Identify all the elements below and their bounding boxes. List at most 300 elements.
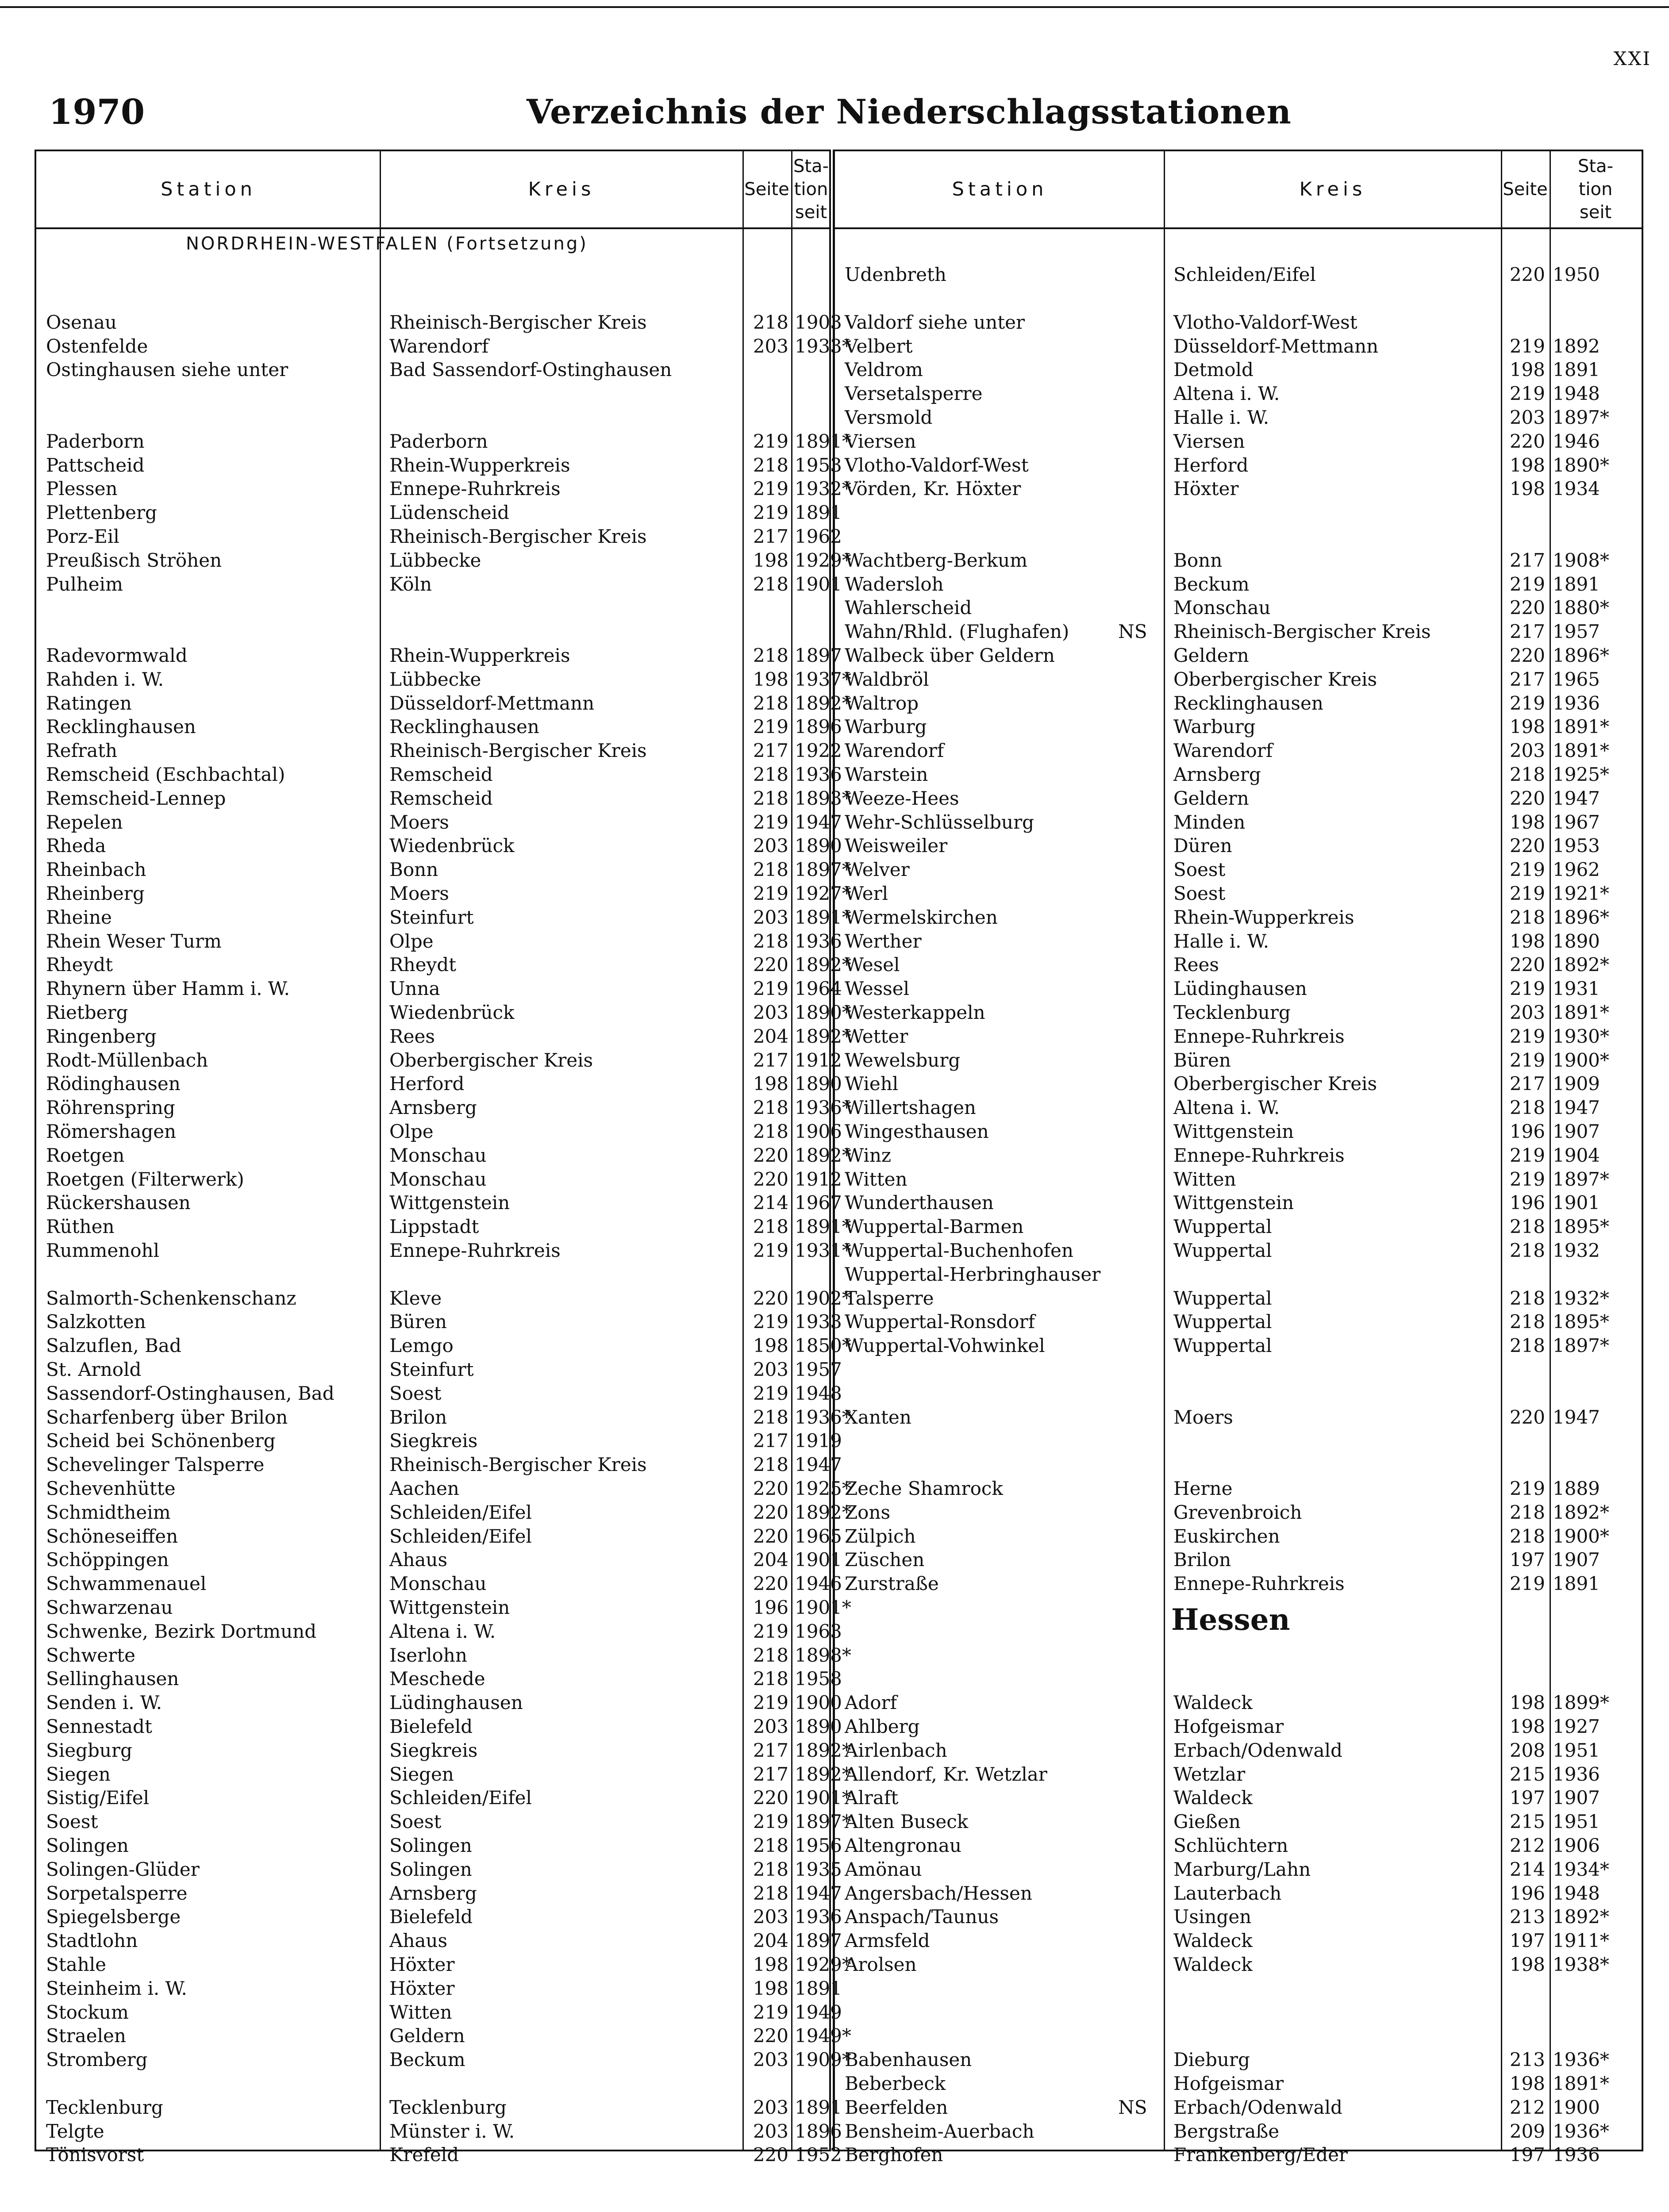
kreis-name: Soest (1173, 883, 1226, 904)
kreis-name: Wuppertal (1173, 1216, 1272, 1238)
station-name: Osenau (46, 311, 117, 333)
table-row (835, 620, 1642, 644)
since-year: 1890 (795, 835, 842, 857)
page-number-cell: 218 (1509, 1097, 1545, 1119)
since-year: 1936 (1553, 692, 1600, 714)
page-number-cell: 208 (1509, 1739, 1545, 1761)
table-row (835, 1477, 1642, 1501)
page-number-cell: 218 (753, 1858, 788, 1880)
table-row (835, 1001, 1642, 1025)
since-year: 1950 (1553, 264, 1600, 286)
since-year: 1934 (1553, 478, 1600, 500)
table-row (835, 787, 1642, 810)
since-year: 1889 (1553, 1478, 1600, 1499)
since-year: 1899* (1553, 1692, 1609, 1714)
page-number-cell: 214 (753, 1192, 788, 1214)
header-kreis: Kreis (1299, 178, 1366, 200)
since-year: 1936 (795, 1906, 842, 1928)
page-number-cell: 198 (1509, 1692, 1545, 1714)
station-name: Schwammenauel (46, 1573, 207, 1595)
kreis-name: Oberbergischer Kreis (389, 1049, 593, 1071)
since-year: 1962 (795, 526, 842, 547)
table-row (835, 929, 1642, 953)
page-number-cell: 220 (1509, 787, 1545, 809)
table-row (36, 1048, 842, 1072)
station-name: Rheine (46, 906, 112, 928)
table-row (36, 1858, 842, 1882)
since-year: 1925* (1553, 764, 1609, 785)
page-number-cell: 218 (753, 1216, 788, 1238)
page-number-cell: 220 (753, 2025, 788, 2047)
page-number-cell: 218 (1509, 1287, 1545, 1309)
page-number-cell: 198 (753, 1073, 788, 1095)
station-name: Scheid bei Schönenberg (46, 1430, 276, 1452)
kreis-name: Halle i. W. (1173, 407, 1269, 428)
kreis-name: Schlüchtern (1173, 1835, 1288, 1856)
table-row (835, 906, 1642, 929)
page-number-cell: 196 (1509, 1121, 1545, 1142)
station-name: Babenhausen (845, 2049, 972, 2071)
station-name: Zülpich (845, 1525, 916, 1547)
kreis-name: Herne (1173, 1478, 1233, 1499)
station-name: Radevormwald (46, 645, 188, 666)
since-year: 1921* (1553, 883, 1609, 904)
page-number-cell: 198 (753, 1977, 788, 1999)
station-name: Talsperre (845, 1287, 934, 1309)
since-year: 1892* (795, 692, 851, 714)
table-row (835, 358, 1642, 382)
page-number-cell: 218 (753, 1406, 788, 1428)
since-year: 1891* (795, 1216, 851, 1238)
kreis-name: Detmold (1173, 359, 1254, 381)
kreis-name: Hofgeismar (1173, 2073, 1284, 2094)
station-name: Willertshagen (845, 1097, 976, 1119)
table-row (36, 1477, 851, 1501)
page-number-cell: 197 (1509, 2144, 1545, 2166)
kreis-name: Lübbecke (389, 668, 481, 690)
page-number-cell: 219 (753, 1620, 788, 1642)
page-number-cell: 196 (1509, 1192, 1545, 1214)
section-label-hessen: Hessen (1171, 1602, 1290, 1637)
left-table-header (36, 151, 829, 229)
since-year: 1957 (795, 1359, 842, 1380)
table-row (36, 2048, 851, 2072)
since-year: 1892* (795, 954, 851, 976)
page-number-cell: 203 (753, 1002, 788, 1023)
kreis-name: Bielefeld (389, 1716, 473, 1737)
since-year: 1896* (1553, 645, 1609, 666)
table-row (835, 691, 1642, 715)
kreis-name: Ennepe-Ruhrkreis (389, 1240, 561, 1261)
station-name: Amönau (845, 1858, 922, 1880)
since-year: 1965 (1553, 668, 1600, 690)
table-row (36, 644, 842, 668)
since-year: 1891* (1553, 740, 1609, 762)
station-name: Züschen (845, 1549, 925, 1571)
station-name: Wesel (845, 954, 900, 976)
station-name: Werther (845, 930, 922, 952)
since-year: 1891* (1553, 716, 1609, 738)
kreis-name: Schleiden/Eifel (389, 1525, 532, 1547)
station-name: Pulheim (46, 573, 123, 595)
page-number-cell: 219 (753, 1311, 788, 1333)
since-year: 1927* (795, 883, 851, 904)
station-name: Stockum (46, 2001, 129, 2023)
kreis-name: Wuppertal (1173, 1311, 1272, 1333)
kreis-name: Usingen (1173, 1906, 1252, 1928)
kreis-name: Gießen (1173, 1811, 1241, 1833)
table-row (835, 739, 1642, 763)
page-number-cell: 213 (1509, 2049, 1545, 2071)
page-number-cell: 215 (1509, 1763, 1545, 1785)
kreis-name: Ennepe-Ruhrkreis (389, 478, 561, 500)
since-year: 1946 (795, 1573, 842, 1595)
table-row (835, 2072, 1642, 2096)
page-number-cell: 204 (753, 1549, 788, 1571)
since-year: 1919 (795, 1430, 842, 1452)
since-year: 1901* (795, 1597, 851, 1618)
kreis-name: Waldeck (1173, 1954, 1253, 1975)
page-number-cell: 196 (753, 1597, 788, 1618)
table-row (835, 1501, 1642, 1525)
right-rows (835, 229, 1642, 2166)
since-year: 1911* (1553, 1930, 1609, 1952)
station-name: Soest (46, 1811, 98, 1833)
kreis-name: Ennepe-Ruhrkreis (1173, 1573, 1345, 1595)
page-number-cell: 219 (1509, 1025, 1545, 1047)
page-number-cell: 219 (1509, 1573, 1545, 1595)
page-number-cell: 218 (753, 1644, 788, 1666)
kreis-name: Wuppertal (1173, 1335, 1272, 1357)
page-number-cell: 203 (753, 2049, 788, 2071)
station-name: Alraft (845, 1787, 899, 1809)
since-year: 1936* (795, 1406, 851, 1428)
page-number-cell: 219 (753, 1692, 788, 1714)
station-name: Weeze-Hees (845, 787, 959, 809)
station-name: Rhein Weser Turm (46, 930, 222, 952)
since-year: 1891 (795, 502, 842, 524)
kreis-name: Geldern (1173, 645, 1249, 666)
page-number-cell: 218 (1509, 764, 1545, 785)
since-year: 1948 (795, 1382, 842, 1404)
table-row (835, 1096, 1642, 1120)
page-number-cell: 196 (1509, 1882, 1545, 1904)
kreis-name: Wittgenstein (1173, 1192, 1294, 1214)
since-year: 1936 (795, 930, 842, 952)
since-year: 1900* (1553, 1525, 1609, 1547)
table-row (36, 1286, 851, 1310)
since-year: 1892* (795, 1501, 851, 1523)
kreis-name: Rhein-Wupperkreis (389, 645, 570, 666)
table-row (36, 1096, 851, 1120)
kreis-name: Lüdenscheid (389, 502, 510, 524)
station-name: Zons (845, 1501, 891, 1523)
since-year: 1907 (1553, 1787, 1600, 1809)
kreis-name: Euskirchen (1173, 1525, 1280, 1547)
kreis-name: Münster i. W. (389, 2120, 515, 2142)
table-row (835, 1905, 1642, 1929)
kreis-name: Brilon (389, 1406, 447, 1428)
station-name: Röhrenspring (46, 1097, 175, 1119)
kreis-name: Marburg/Lahn (1173, 1858, 1311, 1880)
table-row (36, 834, 842, 858)
since-year: 1896* (1553, 906, 1609, 928)
table-row (36, 977, 842, 1001)
kreis-name: Beckum (1173, 573, 1250, 595)
page-number-cell: 218 (1509, 906, 1545, 928)
page-number-cell: 220 (753, 1478, 788, 1499)
table-row (835, 1953, 1642, 1977)
kreis-name: Höxter (1173, 478, 1239, 500)
kreis-name: Recklinghausen (389, 716, 539, 738)
page-number-cell: 218 (753, 692, 788, 714)
page-number-cell: 220 (753, 1144, 788, 1166)
kreis-name: Warendorf (389, 335, 489, 357)
table-row (835, 572, 1642, 596)
since-year: 1927 (1553, 1716, 1600, 1737)
station-name: Plettenberg (46, 502, 157, 524)
page-number-cell: 198 (1509, 1954, 1545, 1975)
page-number-cell: 203 (753, 1906, 788, 1928)
header-seite: Seite (1503, 179, 1548, 200)
station-name: Sellinghausen (46, 1668, 179, 1690)
page-number-cell: 198 (1509, 478, 1545, 500)
kreis-name: Rheinisch-Bergischer Kreis (389, 526, 647, 547)
station-name: Senden i. W. (46, 1692, 162, 1714)
kreis-name: Grevenbroich (1173, 1501, 1302, 1523)
station-name: Witten (845, 1168, 908, 1190)
table-row (835, 1786, 1642, 1810)
kreis-name: Schleiden/Eifel (389, 1501, 532, 1523)
station-name: Rodt-Müllenbach (46, 1049, 208, 1071)
page-number-cell: 203 (753, 2096, 788, 2118)
top-rule (0, 6, 1669, 8)
table-row (835, 858, 1642, 882)
kreis-name: Brilon (1173, 1549, 1231, 1571)
station-name: Wadersloh (845, 573, 944, 595)
kreis-name: Düren (1173, 835, 1232, 857)
since-year: 1949 (795, 2001, 842, 2023)
since-year: 1938* (1553, 1954, 1609, 1975)
station-name: Beberbeck (845, 2073, 946, 2094)
kreis-name: Hofgeismar (1173, 1716, 1284, 1737)
table-row (835, 1691, 1642, 1715)
page-number-cell: 218 (753, 1121, 788, 1142)
since-year: 1897* (1553, 407, 1609, 428)
since-year: 1892 (1553, 335, 1600, 357)
since-year: 1947 (795, 811, 842, 833)
since-year: 1891 (795, 1977, 842, 1999)
table-row (835, 1025, 1642, 1048)
page-number-cell: 218 (753, 1454, 788, 1476)
station-name: Rüthen (46, 1216, 115, 1238)
kreis-name: Monschau (1173, 597, 1271, 619)
since-year: 1892* (795, 1763, 851, 1785)
table-row (36, 1596, 851, 1620)
table-row (36, 1548, 842, 1572)
page-number-cell: 220 (753, 1501, 788, 1523)
table-row (36, 1953, 851, 1977)
table-row (835, 644, 1642, 668)
kreis-name: Soest (389, 1382, 442, 1404)
station-name: St. Arnold (46, 1359, 142, 1380)
station-name: Airlenbach (845, 1739, 947, 1761)
table-row (36, 1239, 851, 1263)
page-number-cell: 219 (1509, 335, 1545, 357)
page-number-cell: 220 (1509, 264, 1545, 286)
station-name: Altengronau (845, 1835, 961, 1856)
table-row (835, 382, 1642, 406)
table-row (835, 334, 1642, 358)
table-row (835, 763, 1642, 787)
page-number-cell: 198 (1509, 930, 1545, 952)
station-name: Sennestadt (46, 1716, 152, 1737)
table-row (36, 739, 842, 763)
kreis-name: Rhein-Wupperkreis (389, 454, 570, 476)
header-kreis: Kreis (528, 178, 595, 200)
table-row (835, 1286, 1642, 1310)
station-name: Refrath (46, 740, 118, 762)
since-year: 1900 (795, 1692, 842, 1714)
page-number-cell: 203 (753, 835, 788, 857)
table-row (36, 1334, 851, 1358)
kreis-name: Waldeck (1173, 1930, 1253, 1952)
since-year: 1850* (795, 1335, 851, 1357)
station-name: Pattscheid (46, 454, 145, 476)
table-row (835, 715, 1642, 739)
kreis-name: Geldern (1173, 787, 1249, 809)
page-number-cell: 218 (753, 311, 788, 333)
since-year: 1893* (795, 787, 851, 809)
station-name: Zurstraße (845, 1573, 939, 1595)
station-name: Versmold (845, 407, 933, 428)
right-table-header (835, 151, 1642, 229)
page-number-cell: 219 (1509, 859, 1545, 881)
station-name: Stahle (46, 1954, 107, 1975)
station-name: Warendorf (845, 740, 944, 762)
table-row (36, 2024, 851, 2048)
page-number-cell: 219 (1509, 1049, 1545, 1071)
page-title: Verzeichnis der Niederschlagsstationen (527, 92, 1292, 131)
table-row (36, 1025, 851, 1048)
table-row (835, 1810, 1642, 1834)
kreis-name: Altena i. W. (1173, 383, 1280, 405)
page-number-cell: 219 (1509, 692, 1545, 714)
table-row (835, 430, 1642, 453)
station-name: Wuppertal-Vohwinkel (845, 1335, 1045, 1357)
since-year: 1892* (795, 1025, 851, 1047)
table-row (36, 691, 851, 715)
station-name: Valdorf siehe unter (845, 311, 1025, 333)
page-number-cell: 198 (1509, 1716, 1545, 1737)
table-row (835, 1144, 1642, 1167)
page-number-cell: 198 (1509, 811, 1545, 833)
station-name: Roetgen (46, 1144, 125, 1166)
station-name: Wuppertal-Buchenhofen (845, 1240, 1073, 1261)
table-row (835, 1120, 1642, 1144)
since-year: 1891* (795, 430, 851, 452)
station-name: Werl (845, 883, 888, 904)
kreis-name: Soest (1173, 859, 1226, 881)
since-year: 1897* (795, 859, 851, 881)
kreis-name: Frankenberg/Eder (1173, 2144, 1348, 2166)
page-number-cell: 218 (753, 764, 788, 785)
kreis-name: Warburg (1173, 716, 1256, 738)
header-seite: Seite (744, 179, 789, 200)
since-year: 1951 (1553, 1811, 1600, 1833)
station-name: Walbeck über Geldern (845, 645, 1055, 666)
table-row (36, 1644, 851, 1667)
page-number-cell: 220 (1509, 835, 1545, 857)
station-name: Rückershausen (46, 1192, 191, 1214)
page-number-cell: 198 (1509, 716, 1545, 738)
kreis-name: Warendorf (1173, 740, 1273, 762)
since-year: 1964 (795, 978, 842, 1000)
since-year: 1890 (1553, 930, 1600, 952)
since-year: 1897* (1553, 1168, 1609, 1190)
page-number-cell: 203 (753, 1359, 788, 1380)
page-number-cell: 218 (1509, 1216, 1545, 1238)
station-name: Sistig/Eifel (46, 1787, 150, 1809)
page-number-cell: 219 (753, 502, 788, 524)
kreis-name: Rees (389, 1025, 435, 1047)
page-number-cell: 218 (753, 787, 788, 809)
page-number-cell: 204 (753, 1930, 788, 1952)
table-row (835, 1215, 1642, 1239)
table-row (835, 1763, 1642, 1786)
since-year: 1896 (795, 2120, 842, 2142)
kreis-name: Wuppertal (1173, 1240, 1272, 1261)
kreis-name: Arnsberg (1173, 764, 1261, 785)
station-name: Ostinghausen siehe unter (46, 359, 288, 381)
page-number-cell: 218 (1509, 1501, 1545, 1523)
since-year: 1907 (1553, 1549, 1600, 1571)
page-number-cell: 217 (753, 740, 788, 762)
kreis-name: Kleve (389, 1287, 442, 1309)
since-year: 1890* (1553, 454, 1609, 476)
kreis-name: Wuppertal (1173, 1287, 1272, 1309)
kreis-name: Beckum (389, 2049, 465, 2071)
since-year: 1909* (795, 2049, 851, 2071)
kreis-name: Büren (389, 1311, 447, 1333)
station-name: Veldrom (845, 359, 923, 381)
table-row (835, 263, 1642, 287)
page-number-cell: 203 (1509, 407, 1545, 428)
table-row (36, 1691, 842, 1715)
left-table (35, 150, 851, 2166)
since-year: 1936* (1553, 2120, 1609, 2142)
table-row (36, 1810, 851, 1834)
since-year: 1956 (795, 1835, 842, 1856)
kreis-name: Meschede (389, 1668, 485, 1690)
since-year: 1932 (1553, 1240, 1600, 1261)
station-name: Recklinghausen (46, 716, 196, 738)
table-row (36, 1905, 842, 1929)
station-name: Ahlberg (845, 1716, 920, 1737)
table-row (835, 1834, 1642, 1858)
header-seit (1550, 151, 1642, 227)
since-year: 1937* (795, 668, 851, 690)
station-name: Tönisvorst (46, 2144, 144, 2166)
kreis-name: Rheinisch-Bergischer Kreis (389, 311, 647, 333)
kreis-name: Lemgo (389, 1335, 454, 1357)
table-row (36, 1453, 842, 1477)
station-name: Remscheid-Lennep (46, 787, 226, 809)
kreis-name: Bergstraße (1173, 2120, 1280, 2142)
kreis-name: Dieburg (1173, 2049, 1250, 2071)
since-year: 1930* (1553, 1025, 1609, 1047)
station-name: Stromberg (46, 2049, 148, 2071)
